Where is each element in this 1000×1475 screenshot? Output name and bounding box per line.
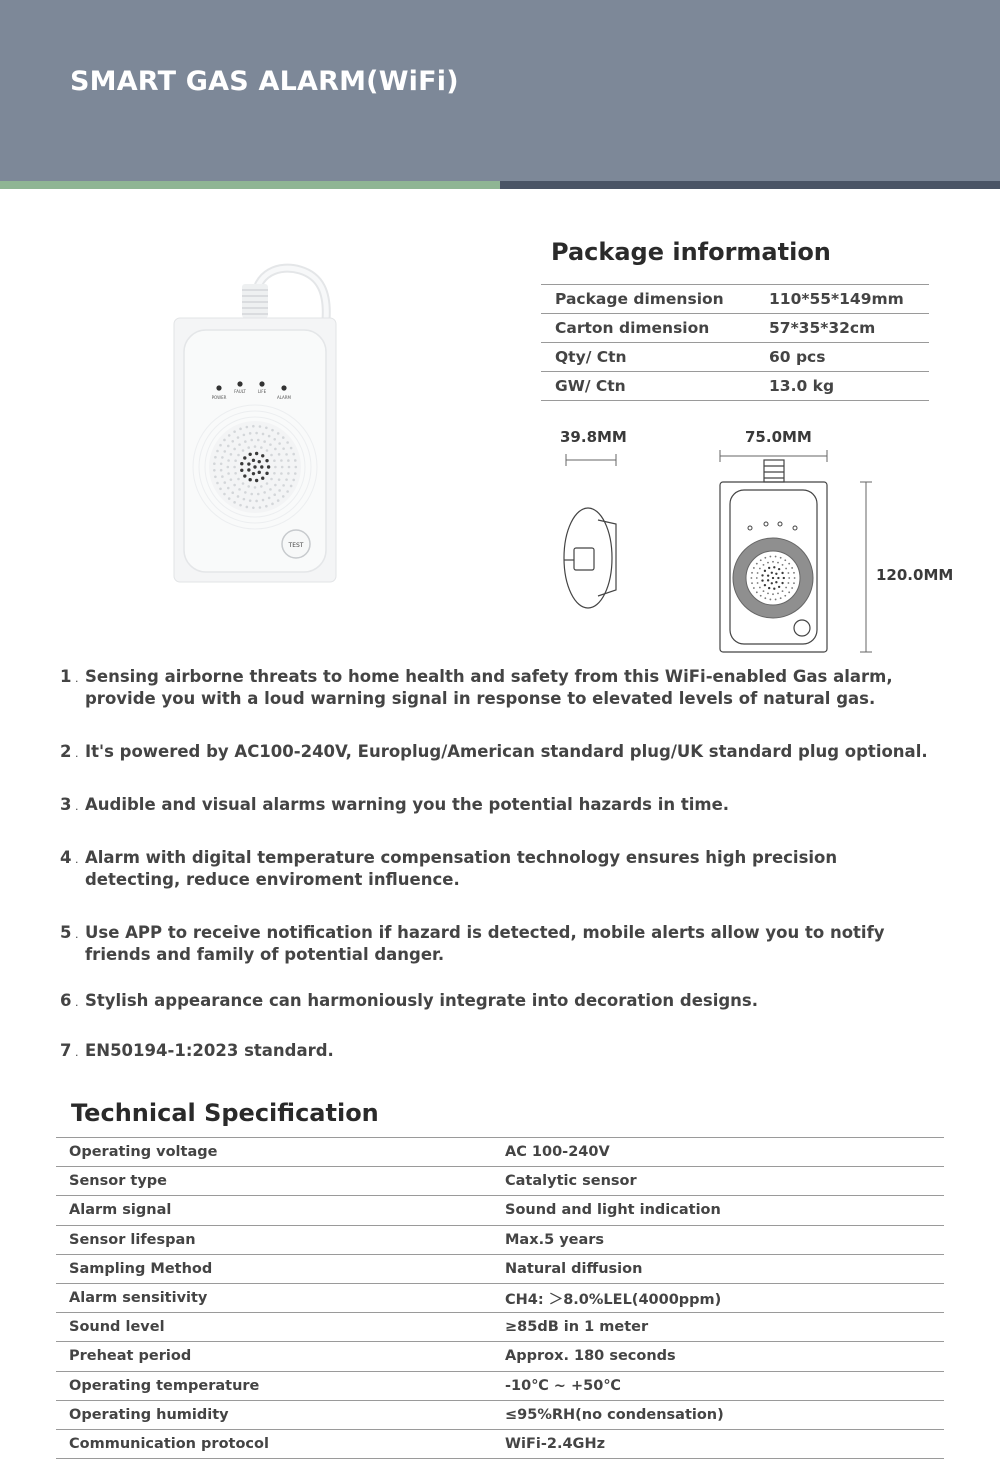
spec-value: Sound and light indication (505, 1202, 721, 1219)
feature-text: Audible and visual alarms warning you the potential hazards in time. (85, 795, 730, 814)
list-item (60, 847, 960, 891)
table-row (541, 285, 929, 314)
indicator-power-label: POWER (211, 395, 227, 400)
feature-text: Sensing airborne threats to home health and safety from this WiFi-enabled Gas alarm, provide you with a loud warning signal in response to elevated levels of natural gas. (85, 667, 893, 708)
feature-text: Use APP to receive notification if hazard is detected, mobile alerts allow you to notify friends and family of potential danger. (85, 923, 885, 964)
test-button-label: TEST (288, 542, 304, 549)
spec-key: Operating voltage (69, 1144, 218, 1161)
width-dimension-label: 75.0MM (745, 428, 812, 446)
feature-number: 2 . (60, 742, 79, 761)
dimension-diagram (540, 440, 980, 670)
feature-text: Alarm with digital temperature compensation technology ensures high precision detecting, reduce enviroment influence. (85, 848, 838, 889)
spec-key: Preheat period (69, 1348, 192, 1365)
spec-value: AC 100-240V (505, 1144, 610, 1161)
feature-number: 1 . (60, 667, 79, 686)
list-item (60, 1040, 960, 1064)
spec-value: ≥85dB in 1 meter (505, 1319, 649, 1336)
list-item (60, 922, 960, 966)
feature-text: Stylish appearance can harmoniously integrate into decoration designs. (85, 991, 759, 1010)
tech-spec-table (56, 1137, 944, 1459)
spec-value: Natural diffusion (505, 1260, 643, 1277)
list-item (60, 794, 960, 818)
feature-number: 3 . (60, 795, 79, 814)
feature-number: 5 . (60, 923, 79, 942)
table-row (541, 343, 929, 372)
list-item (60, 741, 960, 765)
feature-number: 6 . (60, 991, 79, 1010)
feature-number: 7 . (60, 1041, 79, 1060)
table-row (56, 1401, 944, 1430)
table-row (56, 1167, 944, 1196)
table-row (56, 1313, 944, 1342)
package-key: Carton dimension (555, 319, 710, 337)
package-value: 110*55*149mm (769, 290, 904, 308)
accent-stripe-dark (500, 181, 1000, 189)
spec-value: Catalytic sensor (505, 1173, 637, 1190)
indicator-fault-label: FAULT (234, 389, 246, 394)
spec-key: Sensor type (69, 1173, 167, 1190)
package-info-title: Package information (551, 238, 831, 266)
table-row (541, 372, 929, 401)
spec-key: Sensor lifespan (69, 1231, 196, 1248)
table-row (56, 1138, 944, 1167)
tech-spec-title: Technical Specification (71, 1099, 379, 1127)
indicator-life-label: LIFE (257, 389, 267, 394)
spec-value: CH4: ＞8.0%LEL(4000ppm) (505, 1291, 722, 1308)
table-row (56, 1372, 944, 1401)
spec-key: Sound level (69, 1319, 165, 1336)
spec-value: WiFi-2.4GHz (505, 1435, 606, 1452)
table-row (541, 314, 929, 343)
table-row (56, 1342, 944, 1371)
package-key: Qty/ Ctn (555, 348, 627, 366)
spec-key: Operating humidity (69, 1406, 229, 1423)
spec-value: ≤95%RH(no condensation) (505, 1406, 724, 1423)
spec-key: Communication protocol (69, 1435, 269, 1452)
package-value: 57*35*32cm (769, 319, 876, 337)
product-image (160, 262, 350, 592)
spec-key: Sampling Method (69, 1260, 213, 1277)
feature-text: It's powered by AC100-240V, Europlug/American standard plug/UK standard plug optional. (85, 742, 928, 761)
spec-key: Alarm sensitivity (69, 1290, 208, 1307)
feature-number: 4 . (60, 848, 79, 867)
accent-stripe-green (0, 181, 500, 189)
package-value: 60 pcs (769, 348, 826, 366)
page-title: SMART GAS ALARM(WiFi) (70, 66, 459, 97)
list-item (60, 990, 960, 1014)
spec-key: Alarm signal (69, 1202, 172, 1219)
table-row (56, 1226, 944, 1255)
list-item (60, 666, 960, 710)
table-row (56, 1255, 944, 1284)
spec-value: -10℃ ~ +50℃ (505, 1377, 621, 1394)
table-row (56, 1284, 944, 1313)
table-row (56, 1430, 944, 1459)
table-row (56, 1196, 944, 1225)
indicator-alarm-label: ALARM (276, 395, 292, 400)
spec-key: Operating temperature (69, 1377, 260, 1394)
spec-value: Max.5 years (505, 1231, 605, 1248)
package-info-table (541, 284, 929, 401)
package-key: Package dimension (555, 290, 724, 308)
depth-dimension-label: 39.8MM (560, 428, 627, 446)
package-key: GW/ Ctn (555, 377, 626, 395)
height-dimension-label: 120.0MM (876, 566, 954, 584)
spec-value: Approx. 180 seconds (505, 1348, 676, 1365)
feature-text: EN50194-1:2023 standard. (85, 1041, 334, 1060)
header-banner (0, 0, 1000, 181)
package-value: 13.0 kg (769, 377, 835, 395)
